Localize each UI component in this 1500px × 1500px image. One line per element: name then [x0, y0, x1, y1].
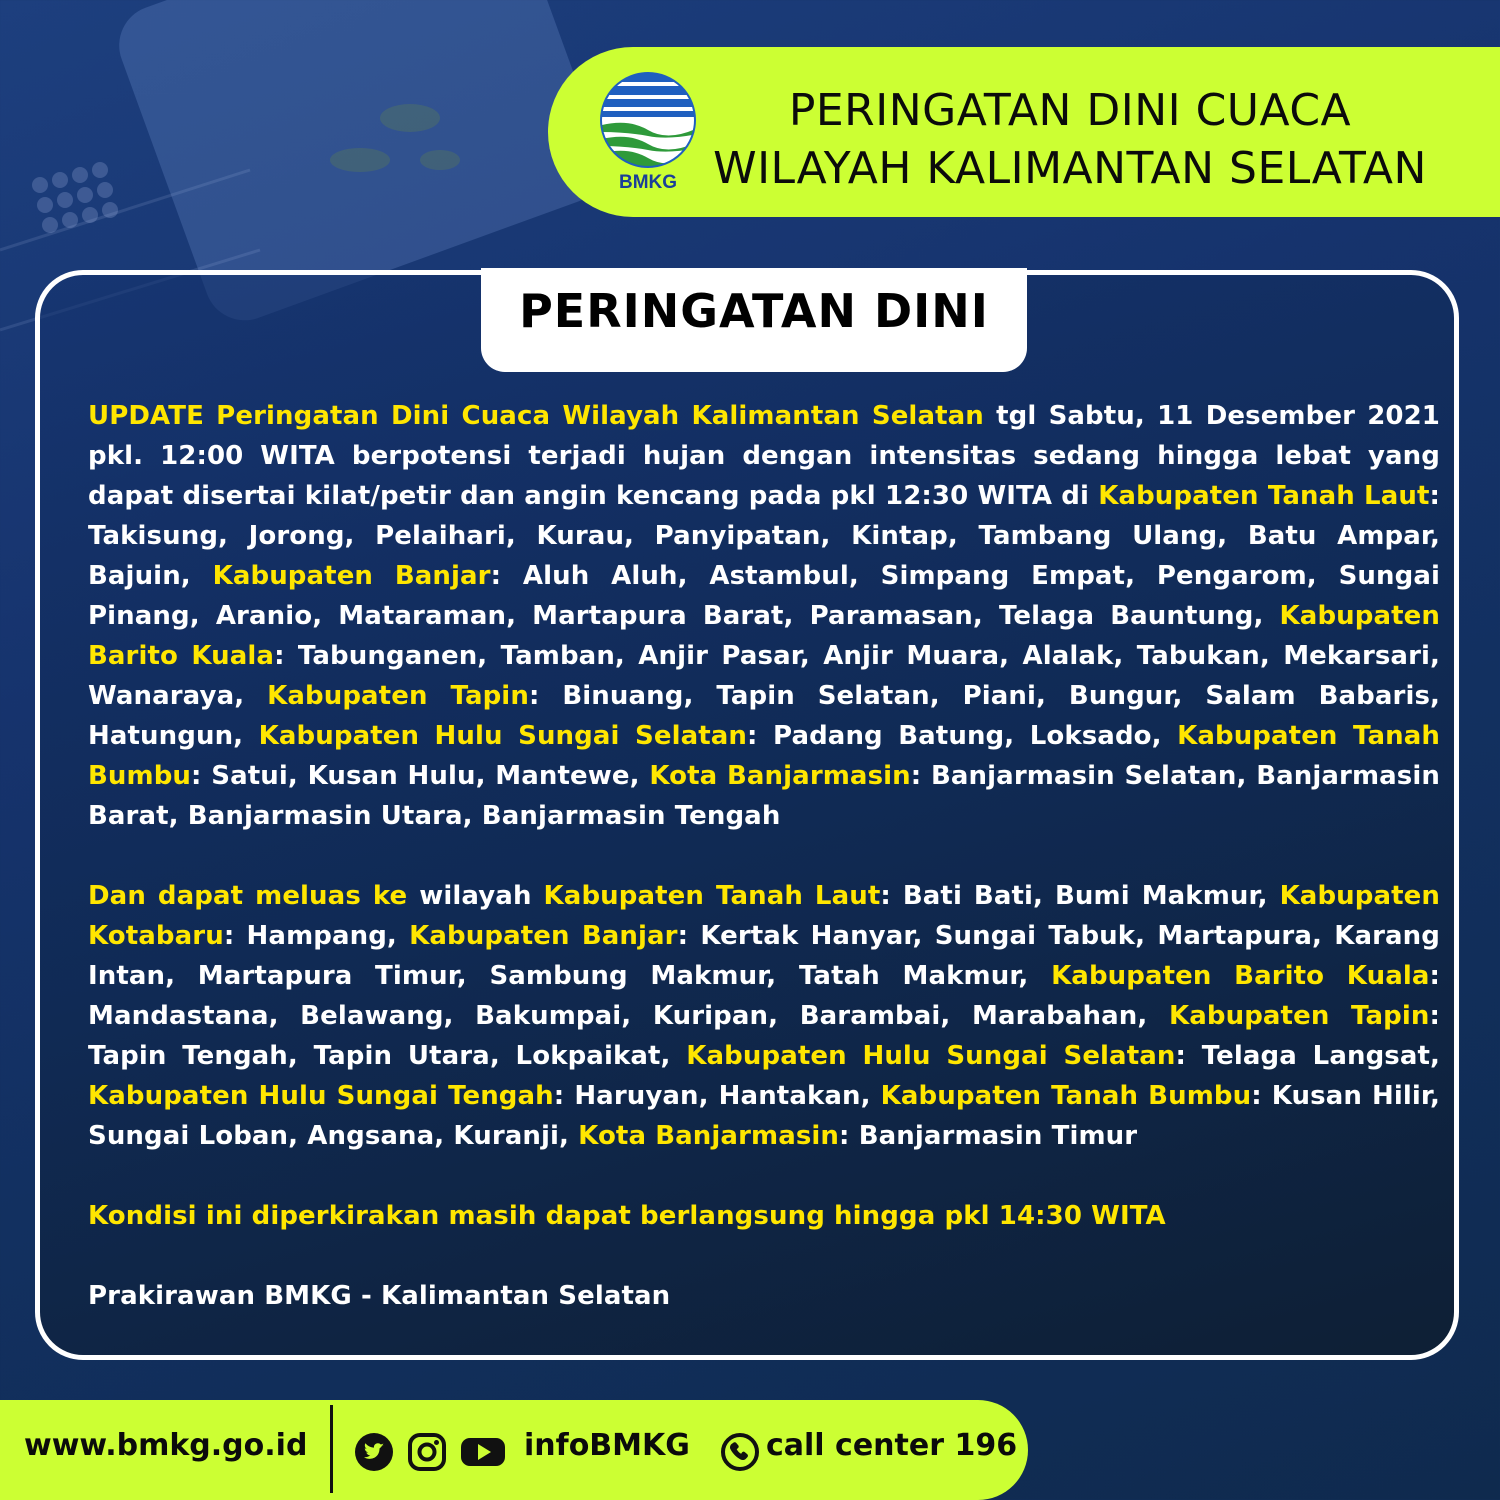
region-highlight: Kabupaten Barito Kuala	[1051, 961, 1430, 991]
region-highlight: UPDATE Peringatan Dini Cuaca Wilayah Kalimantan Selatan	[88, 401, 984, 431]
region-highlight: Kabupaten Tanah Laut	[1098, 481, 1430, 511]
signature: Prakirawan BMKG - Kalimantan Selatan	[88, 1281, 671, 1311]
region-highlight: Kabupaten Tapin	[267, 681, 529, 711]
youtube-icon[interactable]	[460, 1432, 506, 1472]
text-segment: : Kertak Hanyar, Sungai Tabuk, Martapura, Karang Intan, Martapura Timur, Sambung Makmur, Tatah Makmur,	[88, 921, 1440, 991]
region-highlight: Kabupaten Banjar	[409, 921, 678, 951]
text-segment: : Hampang,	[223, 921, 410, 951]
header-title	[700, 82, 1440, 198]
warning-body	[88, 396, 1440, 1356]
instagram-icon[interactable]	[407, 1432, 447, 1472]
region-highlight: Kabupaten Hulu Sungai Selatan	[258, 721, 748, 751]
text-segment: : Kusan Hilir, Sungai Loban, Angsana, Kuranji,	[88, 1081, 1441, 1151]
text-segment: : Banjarmasin Timur	[839, 1121, 1138, 1151]
text-segment: : Tabunganen, Tamban, Anjir Pasar, Anjir Muara, Alalak, Tabukan, Mekarsari, Wanaraya,	[88, 641, 1440, 711]
region-highlight: Kabupaten Banjar	[212, 561, 491, 591]
region-highlight: Kabupaten Tanah Bumbu	[88, 721, 1441, 791]
twitter-icon[interactable]	[354, 1432, 394, 1472]
text-segment: : Bati Bati, Bumi Makmur,	[880, 881, 1280, 911]
social-handle[interactable]: infoBMKG	[524, 1428, 690, 1463]
text-segment: tgl Sabtu, 11 Desember 2021 pkl. 12:00 WITA berpotensi terjadi hujan dengan intensitas sedang hingga lebat yang dapat disertai kilat/petir dan angin kencang pada pkl 12:30 WITA di	[88, 401, 1440, 511]
region-highlight: Kabupaten Tanah Bumbu	[880, 1081, 1252, 1111]
call-center-number[interactable]: call center 196	[766, 1428, 1018, 1463]
text-segment: : Haruyan, Hantakan,	[553, 1081, 881, 1111]
website-link[interactable]: www.bmkg.go.id	[24, 1428, 308, 1463]
region-highlight: Kota Banjarmasin	[578, 1121, 840, 1151]
region-highlight: Kabupaten Hulu Sungai Tengah	[88, 1081, 554, 1111]
warning-paragraph-extended	[88, 876, 1440, 1156]
region-highlight: Kabupaten Hulu Sungai Selatan	[686, 1041, 1176, 1071]
text-segment: : Tapin Tengah, Tapin Utara, Lokpaikat,	[88, 1001, 1440, 1071]
footer-divider	[330, 1405, 333, 1493]
phone-icon[interactable]	[720, 1432, 760, 1472]
header-title-line1: PERINGATAN DINI CUACA	[788, 85, 1352, 136]
text-segment: : Binuang, Tapin Selatan, Piani, Bungur, Salam Babaris, Hatungun,	[88, 681, 1441, 751]
text-segment: : Aluh Aluh, Astambul, Simpang Empat, Pengarom, Sungai Pinang, Aranio, Mataraman, Martapura Barat, Paramasan, Telaga Bauntung,	[88, 561, 1440, 631]
region-highlight: Kota Banjarmasin	[649, 761, 911, 791]
bmkg-logo-icon	[598, 70, 698, 192]
region-highlight: Kabupaten Tanah Laut	[543, 881, 881, 911]
text-segment: wilayah	[407, 881, 544, 911]
text-segment: : Satui, Kusan Hulu, Mantewe,	[191, 761, 650, 791]
region-highlight: Kabupaten Barito Kuala	[88, 601, 1440, 671]
panel-title: PERINGATAN DINI	[519, 284, 989, 338]
region-highlight: Kabupaten Kotabaru	[88, 881, 1441, 951]
logo-text: BMKG	[618, 172, 678, 192]
condition-note: Kondisi ini diperkirakan masih dapat berlangsung hingga pkl 14:30 WITA	[88, 1201, 1166, 1231]
region-highlight: Kabupaten Tapin	[1168, 1001, 1430, 1031]
text-segment: : Telaga Langsat,	[1175, 1041, 1441, 1071]
text-segment: : Takisung, Jorong, Pelaihari, Kurau, Panyipatan, Kintap, Tambang Ulang, Batu Ampar, Bajuin,	[88, 481, 1440, 591]
text-segment: : Mandastana, Belawang, Bakumpai, Kuripan, Barambai, Marabahan,	[88, 961, 1441, 1031]
text-segment: : Banjarmasin Selatan, Banjarmasin Barat, Banjarmasin Utara, Banjarmasin Tengah	[88, 761, 1440, 831]
text-segment: : Padang Batung, Loksado,	[747, 721, 1178, 751]
header-title-line2: WILAYAH KALIMANTAN SELATAN	[713, 143, 1427, 194]
region-highlight: Dan dapat meluas ke	[88, 881, 408, 911]
warning-paragraph-primary	[88, 396, 1440, 836]
